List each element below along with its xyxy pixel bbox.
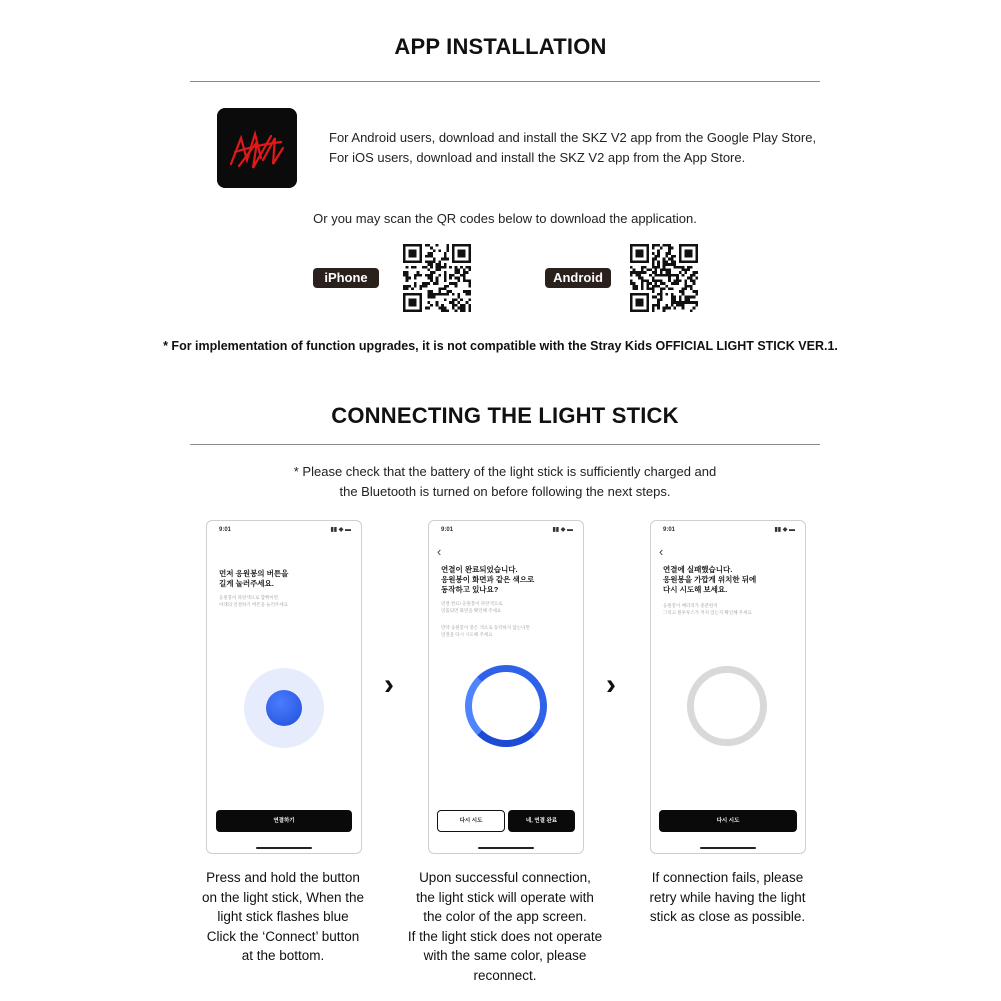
caption-step-2 (395, 868, 615, 985)
phone-subtitle-line: 연결 완료! 응원봉이 파란색으로 (441, 601, 503, 606)
phone-screen-step-3 (650, 520, 806, 854)
skz-app-icon (217, 108, 297, 188)
section-title-app-installation: APP INSTALLATION (394, 34, 607, 59)
phone-title-line: 연결에 실패했습니다. (663, 565, 733, 574)
caption-line: on the light stick, When the (201, 889, 365, 905)
skz-logo-icon (217, 108, 297, 188)
gray-ring (687, 666, 767, 746)
caption-line: Press and hold the button (206, 870, 360, 885)
phone-subtitle-line: 연결을 다시 시도해 주세요 (441, 631, 493, 637)
section-title-connecting: CONNECTING THE LIGHT STICK (331, 403, 679, 428)
install-line-android: For Android users, download and install the SKZ V2 app from the Google Play Store, (329, 130, 817, 145)
iphone-badge: iPhone (313, 268, 379, 288)
home-indicator (700, 847, 756, 849)
scan-instruction: Or you may scan the QR codes below to download the application. (313, 211, 697, 226)
battery-check-line-1: * Please check that the battery of the light stick is sufficiently charged and (293, 464, 717, 479)
home-indicator (478, 847, 534, 849)
status-time: 9:01 (663, 527, 676, 533)
caption-line: the color of the app screen. (423, 909, 587, 924)
caption-line: at the bottom. (241, 948, 325, 963)
phone-subtitle (441, 601, 503, 614)
install-line-ios: For iOS users, download and install the SKZ V2 app from the App Store. (329, 150, 746, 165)
phone-subtitle-line: 응원봉이 파란색으로 깜빡이면 (219, 595, 279, 600)
home-indicator (256, 847, 312, 849)
android-badge: Android (545, 268, 611, 288)
phone-subtitle-line: 그리고 블루투스가 켜져 있는지 확인해 주세요 (663, 609, 752, 615)
blue-light-dot (266, 690, 302, 726)
phone-subtitle-line: 아래의 연결하기 버튼을 눌러주세요 (219, 601, 288, 607)
caption-line: If the light stick does not operate (407, 928, 603, 944)
chevron-right-icon: › (606, 668, 616, 701)
status-time: 9:01 (441, 527, 454, 533)
install-instructions (329, 128, 849, 168)
phone-title (441, 565, 534, 595)
phone-title-line: 길게 눌러주세요. (219, 579, 274, 588)
phone-title (663, 565, 756, 595)
back-chevron-icon[interactable]: ‹ (437, 544, 442, 559)
status-time: 9:01 (219, 527, 232, 533)
back-chevron-icon[interactable]: ‹ (659, 544, 664, 559)
phone-title-line: 응원봉을 가깝게 위치한 뒤에 (663, 575, 757, 584)
status-icons: ▮▮ ◆ ▬ (552, 527, 573, 533)
phone-subtitle-line: 만약 응원봉이 같은 색으로 동작하지 않는다면 (441, 625, 530, 630)
caption-line: Click the ‘Connect’ button (206, 928, 360, 944)
status-icons: ▮▮ ◆ ▬ (330, 527, 351, 533)
qr-code-iphone[interactable] (403, 244, 471, 312)
phone-title-line: 연결이 완료되었습니다. (441, 565, 518, 574)
phone-title-line: 응원봉이 화면과 같은 색으로 (441, 575, 535, 584)
chevron-right-icon: › (384, 668, 394, 701)
caption-line: with the same color, please (423, 948, 587, 963)
retry-button[interactable]: 다시 시도 (437, 810, 505, 832)
qr-code-android[interactable] (630, 244, 698, 312)
phone-screen-step-2 (428, 520, 584, 854)
blue-ring (465, 665, 547, 747)
phone-subtitle-secondary (441, 625, 530, 638)
phone-subtitle (219, 595, 288, 608)
caption-step-1 (183, 868, 383, 966)
status-icons: ▮▮ ◆ ▬ (774, 527, 795, 533)
confirm-connected-button[interactable]: 네, 연결 완료 (508, 810, 575, 832)
phone-screen-step-1 (206, 520, 362, 854)
phone-title (219, 569, 288, 589)
caption-line: light stick flashes blue (217, 909, 349, 924)
phone-title-line: 다시 시도해 보세요. (663, 585, 728, 594)
caption-line: stick as close as possible. (649, 909, 806, 924)
phone-subtitle-line: 응원봉이 배터리가 충분한지 (663, 603, 718, 608)
caption-line: retry while having the light (649, 889, 806, 905)
phone-title-line: 먼저 응원봉의 버튼을 (219, 569, 289, 578)
divider (190, 81, 820, 82)
phone-subtitle (663, 603, 752, 616)
retry-button[interactable]: 다시 시도 (659, 810, 797, 832)
battery-check-note (0, 462, 1001, 502)
caption-line: reconnect. (473, 967, 537, 983)
phone-subtitle-line: 연출되면 화면을 확인해 주세요 (441, 607, 502, 613)
divider (190, 444, 820, 445)
connect-button[interactable]: 연결하기 (216, 810, 352, 832)
phone-title-line: 동작하고 있나요? (441, 585, 499, 594)
caption-line: Upon successful connection, (419, 870, 591, 885)
battery-check-line-2: the Bluetooth is turned on before following the next steps. (339, 484, 671, 499)
caption-line: If connection fails, please (651, 870, 804, 885)
compatibility-note: * For implementation of function upgrades, it is not compatible with the Stray Kids OFFICIAL LIGHT STICK VER.1. (163, 339, 838, 353)
caption-step-3 (625, 868, 830, 927)
caption-line: the light stick will operate with (416, 889, 594, 905)
